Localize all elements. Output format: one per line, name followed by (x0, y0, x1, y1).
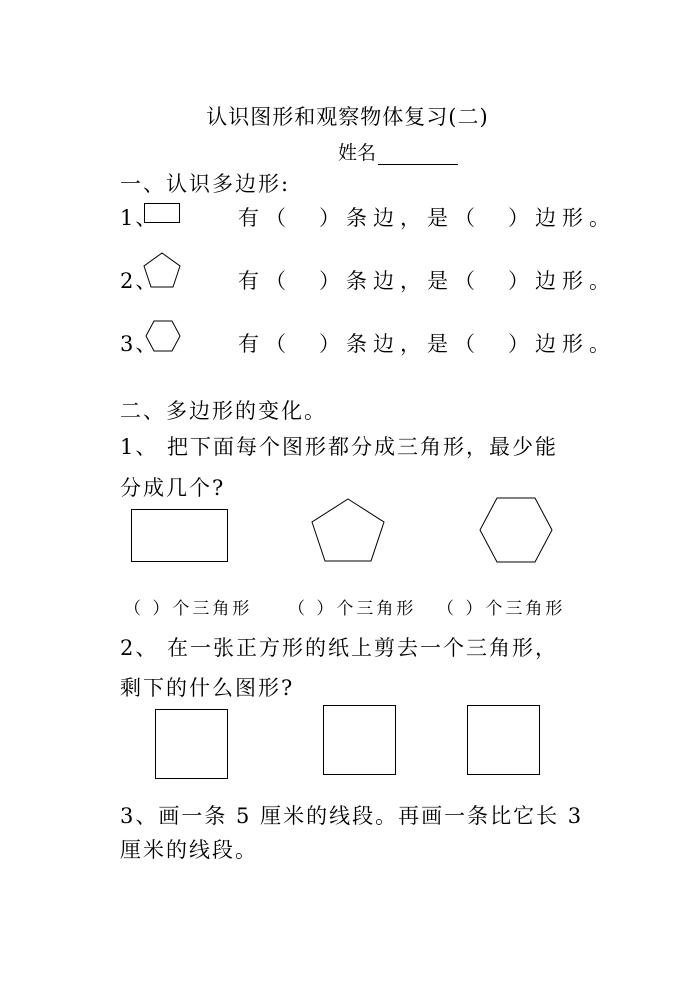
name-blank-line[interactable] (378, 146, 458, 165)
page-title: 认识图形和观察物体复习(二) (206, 105, 489, 129)
item1-number: 1、 (120, 206, 159, 230)
item3-number: 3、 (120, 332, 159, 356)
q3-line2: 厘米的线段。 (120, 838, 258, 862)
hexagon-icon (145, 320, 181, 352)
section1-heading: 一、认识多边形: (120, 172, 291, 196)
q2-square-1 (155, 709, 228, 779)
q1-line1: 1、 把下面每个图形都分成三角形，最少能 (120, 435, 559, 459)
q1-hexagon (479, 497, 553, 563)
section2-heading: 二、多边形的变化。 (120, 399, 327, 423)
item2-number: 2、 (120, 269, 159, 293)
q1-rectangle (131, 509, 228, 562)
pentagon-icon (143, 252, 181, 288)
q2-square-2 (323, 705, 396, 775)
rectangle-icon (144, 203, 180, 223)
name-field (338, 138, 458, 165)
name-label: 姓名 (338, 142, 377, 164)
q3-line1: 3、画一条 5 厘米的线段。再画一条比它长 3 (120, 804, 584, 828)
item2-text: 有（ ）条边，是（ ）边形。 (238, 269, 616, 293)
q1-answer-1: （ ）个三角形 (124, 599, 253, 619)
q2-line1: 2、 在一张正方形的纸上剪去一个三角形， (120, 636, 559, 660)
q2-square-3 (467, 705, 540, 775)
q1-pentagon (311, 498, 385, 562)
item3-text: 有（ ）条边，是（ ）边形。 (238, 332, 616, 356)
q1-line2: 分成几个? (120, 476, 226, 500)
q1-answer-2: （ ）个三角形 (288, 599, 417, 619)
q1-answer-3: （ ）个三角形 (437, 599, 566, 619)
q2-line2: 剩下的什么图形? (120, 676, 295, 700)
item1-text: 有（ ）条边，是（ ）边形。 (238, 206, 616, 230)
